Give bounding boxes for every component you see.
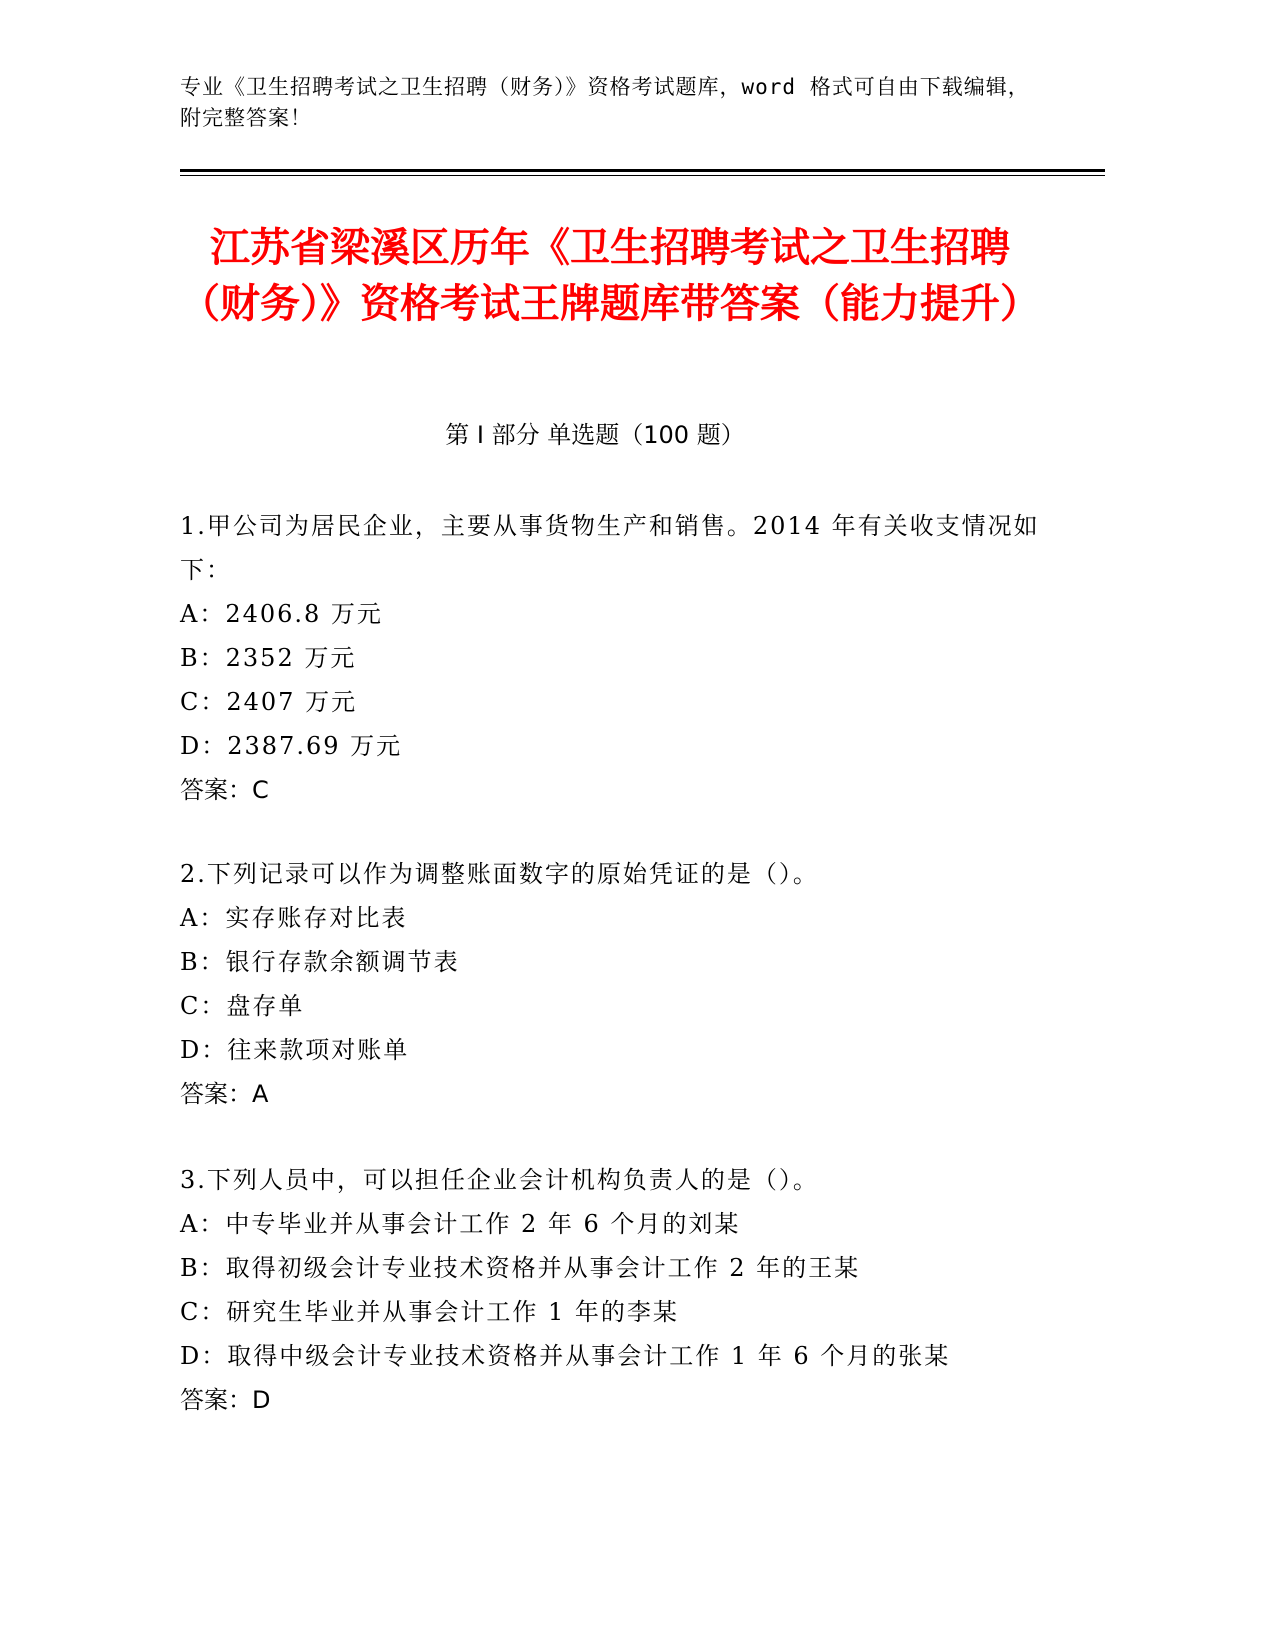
answer-line: 答案：C xyxy=(180,776,269,804)
question-list xyxy=(180,504,1040,1462)
option-c: C：2407 万元 xyxy=(180,688,358,716)
option-a: A：中专毕业并从事会计工作 2 年 6 个月的刘某 xyxy=(180,1210,741,1238)
question-stem: 1.甲公司为居民企业，主要从事货物生产和销售。2014 年有关收支情况如下： xyxy=(180,512,1040,584)
document-title: 江苏省梁溪区历年《卫生招聘考试之卫生招聘（财务）》资格考试王牌题库带答案（能力提升） xyxy=(180,225,1040,327)
question-stem: 2.下列记录可以作为调整账面数字的原始凭证的是（）。 xyxy=(180,860,819,888)
option-d: D：2387.69 万元 xyxy=(180,732,403,760)
answer-line: 答案：D xyxy=(180,1386,271,1414)
option-d: D：取得中级会计专业技术资格并从事会计工作 1 年 6 个月的张某 xyxy=(180,1342,951,1370)
option-b: B：银行存款余额调节表 xyxy=(180,948,460,976)
question-stem: 3.下列人员中，可以担任企业会计机构负责人的是（）。 xyxy=(180,1166,819,1194)
header-divider-thick xyxy=(180,169,1105,172)
option-a: A：实存账存对比表 xyxy=(180,904,408,932)
question-1 xyxy=(180,504,1040,812)
question-3 xyxy=(180,1158,1040,1422)
section-title: 第 I 部分 单选题（100 题） xyxy=(445,421,745,449)
option-b: B：2352 万元 xyxy=(180,644,357,672)
option-b: B：取得初级会计专业技术资格并从事会计工作 2 年的王某 xyxy=(180,1254,861,1282)
option-a: A：2406.8 万元 xyxy=(180,600,383,628)
header-divider-thin xyxy=(180,175,1105,176)
option-c: C：盘存单 xyxy=(180,992,305,1020)
header-note: 专业《卫生招聘考试之卫生招聘（财务）》资格考试题库，word 格式可自由下载编辑，附完整答案！ xyxy=(180,75,1030,130)
option-d: D：往来款项对账单 xyxy=(180,1036,410,1064)
answer-line: 答案：A xyxy=(180,1080,269,1108)
question-2 xyxy=(180,852,1040,1116)
option-c: C：研究生毕业并从事会计工作 1 年的李某 xyxy=(180,1298,679,1326)
